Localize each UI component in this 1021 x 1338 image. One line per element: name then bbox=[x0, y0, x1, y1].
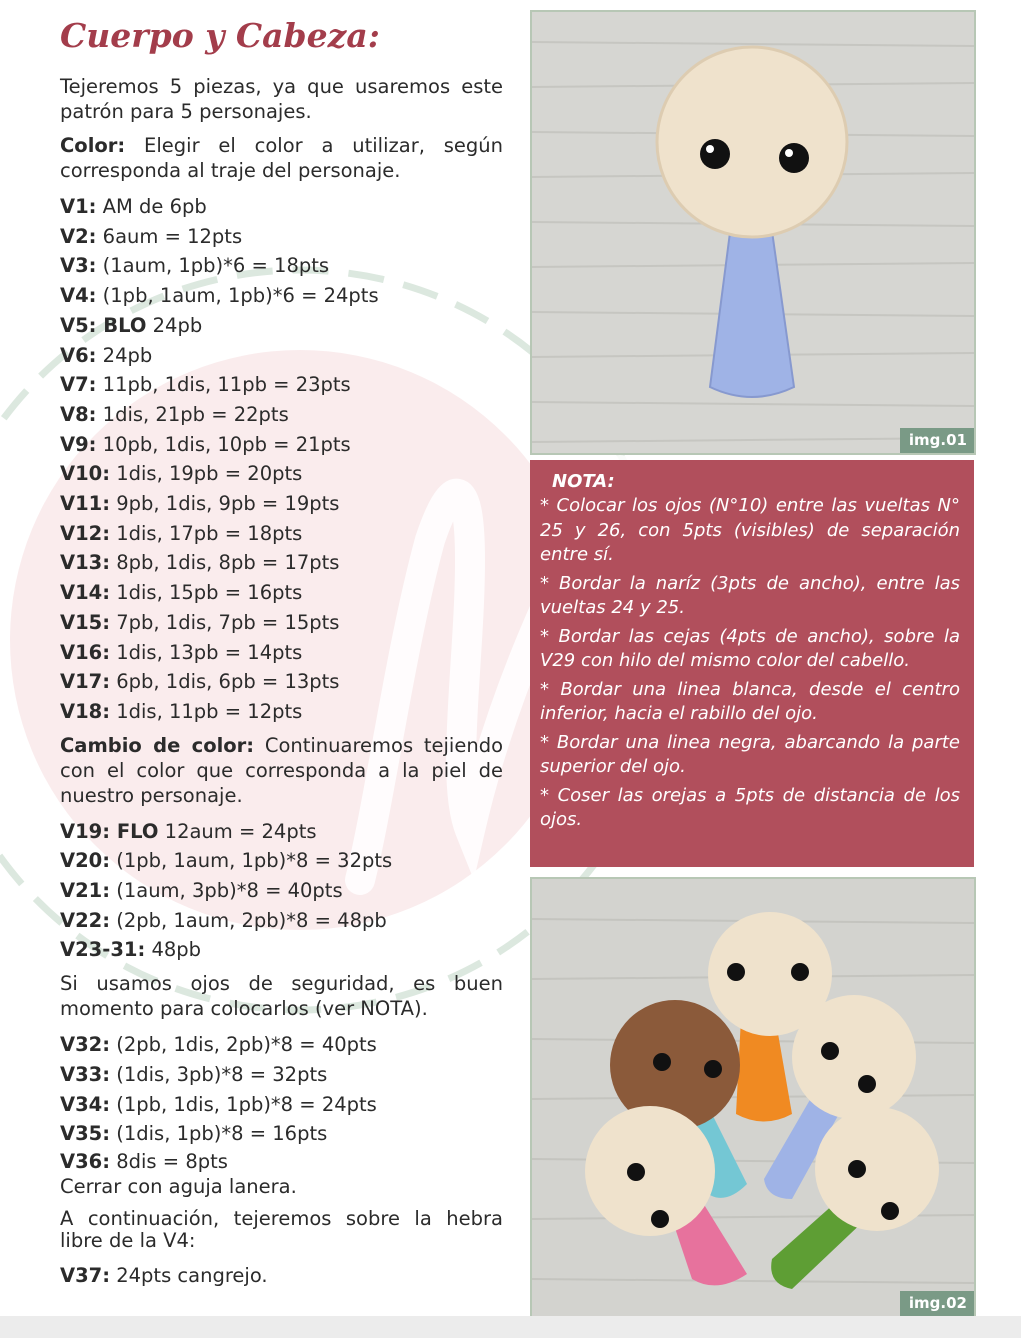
page-bottom-strip bbox=[0, 1316, 1021, 1338]
rounds-list-d bbox=[60, 1261, 503, 1291]
round-row: V20: (1pb, 1aum, 1pb)*8 = 32pts bbox=[60, 849, 393, 873]
nota-title: NOTA: bbox=[552, 471, 615, 492]
rounds-list-b bbox=[60, 817, 503, 966]
round-row: V37: 24pts cangrejo. bbox=[60, 1263, 268, 1287]
photo-five-dolls bbox=[530, 877, 976, 1318]
round-row: V8: 1dis, 21pb = 22pts bbox=[60, 402, 289, 426]
round-row: V16: 1dis, 13pb = 14pts bbox=[60, 640, 303, 664]
section-title: Cuerpo y Cabeza: bbox=[60, 16, 380, 55]
continuacion-paragraph: A continuación, tejeremos sobre la hebra libre de la V4: bbox=[60, 1206, 503, 1252]
round-row: V1: AM de 6pb bbox=[60, 195, 207, 218]
round-row: V34: (1pb, 1dis, 1pb)*8 = 24pts bbox=[60, 1092, 377, 1116]
round-row: V33: (1dis, 3pb)*8 = 32pts bbox=[60, 1062, 328, 1086]
doll-illustration bbox=[532, 12, 974, 453]
round-row: V11: 9pb, 1dis, 9pb = 19pts bbox=[60, 492, 340, 516]
round-row: V17: 6pb, 1dis, 6pb = 13pts bbox=[60, 670, 340, 694]
round-row: V12: 1dis, 17pb = 18pts bbox=[60, 521, 303, 545]
color-paragraph bbox=[60, 133, 503, 183]
rounds-list-c bbox=[60, 1030, 503, 1174]
nota-item: * Bordar las cejas (4pts de ancho), sobre la V29 con hilo del mismo color del cabello. bbox=[540, 625, 960, 671]
round-row: V6: 24pb bbox=[60, 343, 153, 367]
round-row: V13: 8pb, 1dis, 8pb = 17pts bbox=[60, 551, 340, 575]
nota-item: * Bordar una linea negra, abarcando la parte superior del ojo. bbox=[540, 731, 960, 777]
dolls-group-illustration bbox=[532, 879, 974, 1316]
round-row: V18: 1dis, 11pb = 12pts bbox=[60, 699, 303, 723]
nota-item: * Colocar los ojos (N°10) entre las vueltas N° 25 y 26, con 5pts (visibles) de separación entre sí. bbox=[540, 495, 960, 565]
nota-item: * Bordar la naríz (3pts de ancho), entre las vueltas 24 y 25. bbox=[540, 572, 960, 618]
round-row: V4: (1pb, 1aum, 1pb)*6 = 24pts bbox=[60, 284, 379, 308]
img-label-2: img.02 bbox=[900, 1291, 974, 1316]
photo-single-doll bbox=[530, 10, 976, 455]
round-row: V15: 7pb, 1dis, 7pb = 15pts bbox=[60, 610, 340, 634]
round-row: V21: (1aum, 3pb)*8 = 40pts bbox=[60, 879, 343, 903]
img-label-1: img.01 bbox=[900, 428, 974, 453]
round-row: V22: (2pb, 1aum, 2pb)*8 = 48pb bbox=[60, 908, 387, 932]
intro-paragraph: Tejeremos 5 piezas, ya que usaremos este patrón para 5 personajes. bbox=[60, 75, 503, 123]
round-row: V19: FLO 12aum = 24pts bbox=[60, 819, 317, 843]
round-row: V32: (2pb, 1dis, 2pb)*8 = 40pts bbox=[60, 1033, 377, 1057]
nota-item: * Coser las orejas a 5pts de distancia de los ojos. bbox=[540, 784, 960, 830]
round-row: V5: BLO 24pb bbox=[60, 313, 203, 337]
round-row: V9: 10pb, 1dis, 10pb = 21pts bbox=[60, 432, 351, 456]
round-row: V7: 11pb, 1dis, 11pb = 23pts bbox=[60, 373, 351, 397]
nota-item: * Bordar una linea blanca, desde el centro inferior, hacia el rabillo del ojo. bbox=[540, 678, 960, 724]
cambio-text: Continuaremos tejiendo con el color que corresponda a la piel de nuestro personaje. bbox=[60, 733, 503, 807]
round-row: V2: 6aum = 12pts bbox=[60, 224, 243, 248]
round-row: V14: 1dis, 15pb = 16pts bbox=[60, 581, 303, 605]
round-row: V10: 1dis, 19pb = 20pts bbox=[60, 462, 303, 486]
color-text: Elegir el color a utilizar, según corresponda al traje del personaje. bbox=[60, 134, 503, 182]
round-row: V36: 8dis = 8pts bbox=[60, 1149, 228, 1173]
round-row: V3: (1aum, 1pb)*6 = 18pts bbox=[60, 254, 330, 278]
rounds-list-a bbox=[60, 192, 503, 727]
cambio-paragraph bbox=[60, 733, 503, 808]
ojos-paragraph: Si usamos ojos de seguridad, es buen momento para colocarlos (ver NOTA). bbox=[60, 972, 503, 1021]
cambio-label: Cambio de color: bbox=[60, 733, 255, 757]
cerrar-paragraph: Cerrar con aguja lanera. bbox=[60, 1174, 297, 1198]
pattern-column bbox=[60, 10, 503, 1291]
round-row: V23-31: 48pb bbox=[60, 938, 202, 962]
round-row: V35: (1dis, 1pb)*8 = 16pts bbox=[60, 1122, 328, 1146]
color-label: Color: bbox=[60, 134, 126, 157]
nota-box bbox=[530, 460, 974, 867]
